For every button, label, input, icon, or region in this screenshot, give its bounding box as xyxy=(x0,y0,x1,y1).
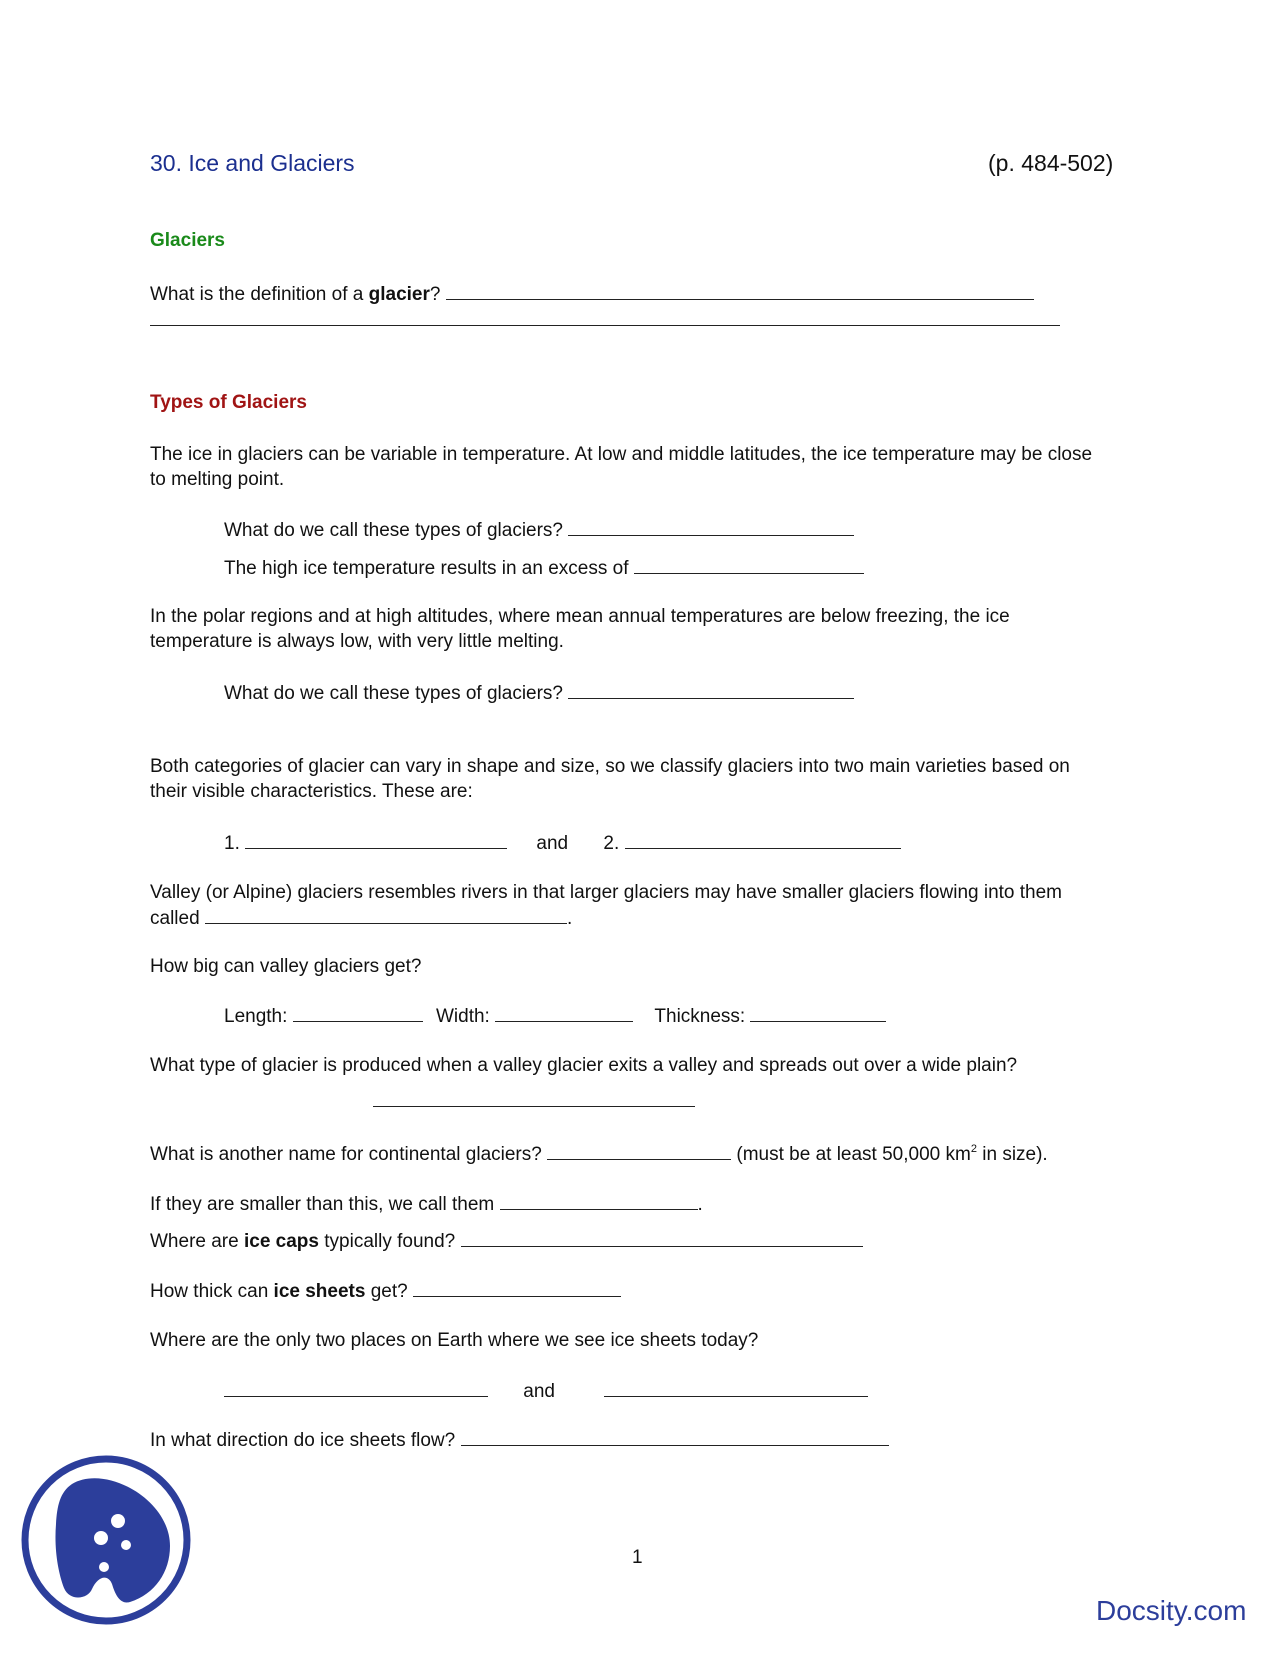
width-label: Width: xyxy=(435,1006,490,1027)
question-text: What do we call these types of glaciers? xyxy=(224,683,564,704)
length-blank[interactable] xyxy=(293,1003,423,1022)
logo-graphic xyxy=(20,1454,192,1626)
paragraph-text: Valley (or Alpine) glaciers resembles rivers in that larger glaciers may have smaller glaciers flowing into them called xyxy=(150,882,1063,929)
answer-blank[interactable] xyxy=(205,905,567,924)
question-text: Where are xyxy=(150,1231,244,1252)
question-call-types-1 xyxy=(224,517,854,543)
question-how-big: How big can valley glaciers get? xyxy=(150,956,422,977)
question-bold-term: ice caps xyxy=(243,1231,319,1252)
period: . xyxy=(697,1194,703,1215)
answer-blank-plain[interactable] xyxy=(373,1106,695,1107)
question-icecaps xyxy=(150,1228,863,1254)
answer-blank[interactable] xyxy=(568,517,854,536)
question-plain: What type of glacier is produced when a valley glacier exits a valley and spreads out over a wide plain? xyxy=(150,1055,1018,1076)
and-label: and xyxy=(523,1381,555,1402)
answer-blank-2[interactable] xyxy=(625,830,901,849)
item-number-1: 1. xyxy=(224,833,240,854)
question-text: How thick can xyxy=(150,1281,274,1302)
question-text: What is another name for continental glaciers? xyxy=(150,1144,542,1165)
question-text: What do we call these types of glaciers? xyxy=(224,520,564,541)
paragraph-valley xyxy=(150,880,1110,931)
question-smaller xyxy=(150,1191,703,1217)
question-text: get? xyxy=(365,1281,408,1302)
answer-blank[interactable] xyxy=(446,281,1034,300)
paragraph-varieties: Both categories of glacier can vary in shape and size, so we classify glaciers into two main varieties based on their visible characteristics. These are: xyxy=(150,756,1070,802)
period: . xyxy=(566,908,573,929)
question-excess xyxy=(224,555,864,581)
thickness-label: Thickness: xyxy=(654,1006,746,1027)
answer-blank[interactable] xyxy=(413,1278,621,1297)
answer-blank[interactable] xyxy=(461,1427,889,1446)
length-label: Length: xyxy=(224,1006,288,1027)
question-text: In what direction do ice sheets flow? xyxy=(150,1430,456,1451)
question-text: If they are smaller than this, we call them xyxy=(150,1194,495,1215)
thickness-blank[interactable] xyxy=(750,1003,886,1022)
page-range: (p. 484-502) xyxy=(988,150,1114,176)
superscript: 2 xyxy=(970,1143,977,1155)
question-continental xyxy=(150,1141,1048,1167)
answer-blank-1[interactable] xyxy=(245,830,507,849)
continental-note: (must be at least 50,000 km xyxy=(736,1144,971,1165)
question-glacier-definition xyxy=(150,281,1034,307)
paragraph-polar: In the polar regions and at high altitudes, where mean annual temperatures are below freezing, the ice temperature is always low, with very little melting. xyxy=(150,606,1010,652)
answer-blank[interactable] xyxy=(500,1191,698,1210)
answer-blank[interactable] xyxy=(461,1228,863,1247)
question-text: The high ice temperature results in an excess of xyxy=(224,558,629,579)
section-heading-glaciers: Glaciers xyxy=(150,230,225,251)
answer-blank-line[interactable] xyxy=(150,325,1060,326)
answer-blank[interactable] xyxy=(547,1141,731,1160)
place-blank-1[interactable] xyxy=(224,1378,488,1397)
varieties-line xyxy=(224,830,901,856)
docsity-brand-link[interactable]: Docsity.com xyxy=(1096,1595,1247,1626)
question-direction xyxy=(150,1427,889,1453)
dimensions-line xyxy=(224,1003,886,1029)
page-title: 30. Ice and Glaciers xyxy=(150,150,355,176)
answer-blank[interactable] xyxy=(568,680,854,699)
width-blank[interactable] xyxy=(495,1003,633,1022)
question-text: What is the definition of a xyxy=(150,284,369,305)
question-bold-term: glacier xyxy=(368,284,430,305)
places-line xyxy=(224,1378,868,1404)
paragraph-temperate: The ice in glaciers can be variable in temperature. At low and middle latitudes, the ice temperature may be close to melting point. xyxy=(150,444,1093,490)
page-number: 1 xyxy=(632,1547,643,1568)
docsity-logo-icon xyxy=(20,1454,192,1626)
place-blank-2[interactable] xyxy=(604,1378,868,1397)
question-places: Where are the only two places on Earth where we see ice sheets today? xyxy=(150,1330,759,1351)
section-heading-types: Types of Glaciers xyxy=(150,392,307,413)
item-number-2: 2. xyxy=(603,833,620,854)
question-text: typically found? xyxy=(318,1231,456,1252)
answer-blank[interactable] xyxy=(634,555,864,574)
continental-note-end: in size). xyxy=(976,1144,1048,1165)
question-text: ? xyxy=(429,284,441,305)
question-bold-term: ice sheets xyxy=(273,1281,366,1302)
question-call-types-2 xyxy=(224,680,854,706)
and-label: and xyxy=(536,833,569,854)
question-thickness xyxy=(150,1278,621,1304)
